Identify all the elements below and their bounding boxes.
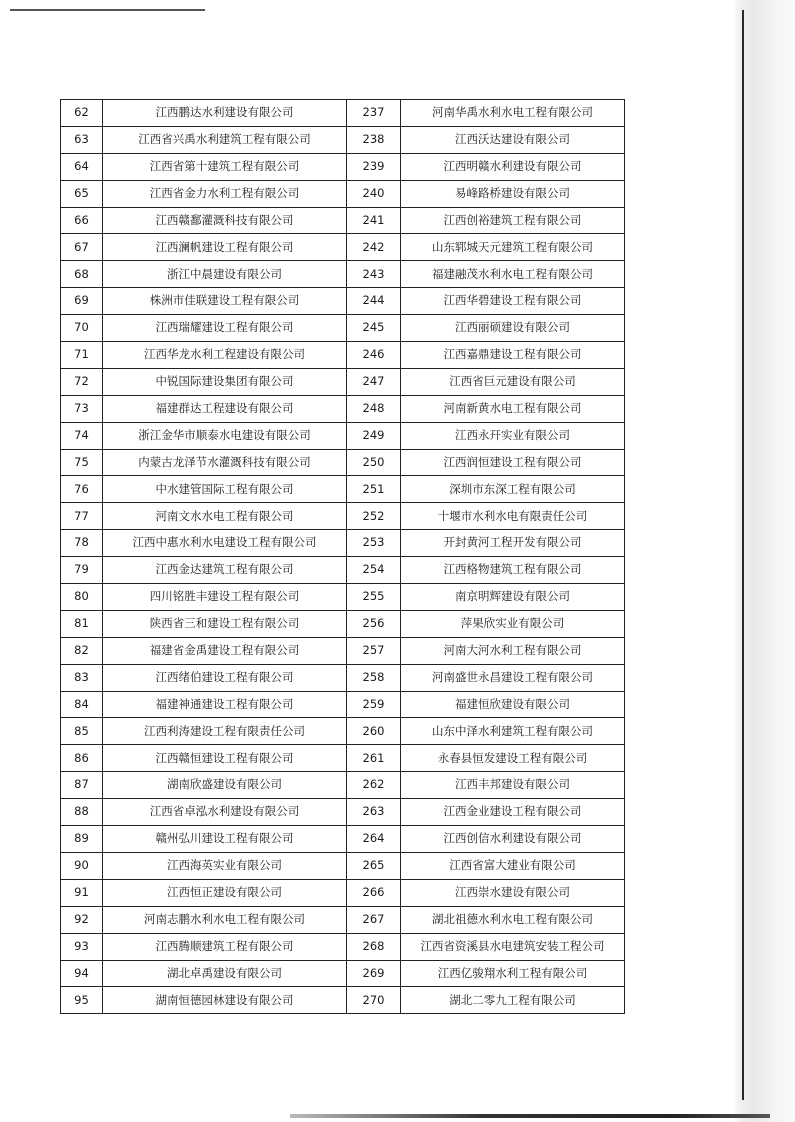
- row-number-right: 270: [347, 987, 401, 1014]
- company-name-right: 江西丽硕建设有限公司: [401, 315, 625, 342]
- table-row: [61, 153, 625, 180]
- company-name-right: 湖北祖德水利水电工程有限公司: [401, 906, 625, 933]
- company-name-left: 江西赣鄱灌溉科技有限公司: [103, 207, 347, 234]
- company-name-left: 福建神通建设工程有限公司: [103, 691, 347, 718]
- row-number-left: 93: [61, 933, 103, 960]
- table-row: [61, 826, 625, 853]
- row-number-right: 269: [347, 960, 401, 987]
- company-name-left: 湖南恒德园林建设有限公司: [103, 987, 347, 1014]
- company-name-right: 福建恒欣建设有限公司: [401, 691, 625, 718]
- row-number-left: 77: [61, 503, 103, 530]
- company-name-right: 永春县恒发建设工程有限公司: [401, 745, 625, 772]
- row-number-right: 257: [347, 637, 401, 664]
- company-name-left: 江西澜帆建设工程有限公司: [103, 234, 347, 261]
- row-number-right: 250: [347, 449, 401, 476]
- company-name-left: 江西恒正建设有限公司: [103, 879, 347, 906]
- row-number-left: 65: [61, 180, 103, 207]
- table-row: [61, 395, 625, 422]
- company-name-left: 内蒙古龙泽节水灌溉科技有限公司: [103, 449, 347, 476]
- company-name-right: 江西崇水建设有限公司: [401, 879, 625, 906]
- company-name-right: 江西创裕建筑工程有限公司: [401, 207, 625, 234]
- scan-border-bottom: [290, 1114, 770, 1118]
- company-name-right: 山东郓城天元建筑工程有限公司: [401, 234, 625, 261]
- company-name-right: 江西丰邦建设有限公司: [401, 772, 625, 799]
- company-name-right: 十堰市水利水电有限责任公司: [401, 503, 625, 530]
- company-name-right: 江西省巨元建设有限公司: [401, 368, 625, 395]
- row-number-right: 254: [347, 557, 401, 584]
- row-number-right: 247: [347, 368, 401, 395]
- table-row: [61, 180, 625, 207]
- company-name-right: 山东中泽水利建筑工程有限公司: [401, 718, 625, 745]
- table-row: [61, 691, 625, 718]
- table-row: [61, 422, 625, 449]
- row-number-right: 264: [347, 826, 401, 853]
- table-row: [61, 610, 625, 637]
- company-name-right: 江西格物建筑工程有限公司: [401, 557, 625, 584]
- table-row: [61, 637, 625, 664]
- table-row: [61, 503, 625, 530]
- table-row: [61, 100, 625, 127]
- company-name-left: 四川铭胜丰建设工程有限公司: [103, 584, 347, 611]
- table-row: [61, 772, 625, 799]
- company-name-right: 江西永幵实业有限公司: [401, 422, 625, 449]
- row-number-left: 63: [61, 126, 103, 153]
- company-name-right: 萍果欣实业有限公司: [401, 610, 625, 637]
- row-number-right: 260: [347, 718, 401, 745]
- row-number-left: 73: [61, 395, 103, 422]
- row-number-right: 262: [347, 772, 401, 799]
- row-number-right: 265: [347, 852, 401, 879]
- company-name-left: 湖北卓禹建设有限公司: [103, 960, 347, 987]
- company-name-left: 江西省兴禹水利建筑工程有限公司: [103, 126, 347, 153]
- company-name-left: 河南志鹏水利水电工程有限公司: [103, 906, 347, 933]
- company-name-left: 中水建管国际工程有限公司: [103, 476, 347, 503]
- company-name-right: 河南新黄水电工程有限公司: [401, 395, 625, 422]
- company-name-left: 赣州弘川建设工程有限公司: [103, 826, 347, 853]
- company-name-left: 江西金达建筑工程有限公司: [103, 557, 347, 584]
- table-row: [61, 879, 625, 906]
- table-row: [61, 718, 625, 745]
- company-name-right: 江西润恒建设工程有限公司: [401, 449, 625, 476]
- table-row: [61, 207, 625, 234]
- row-number-left: 76: [61, 476, 103, 503]
- table-row: [61, 799, 625, 826]
- row-number-left: 71: [61, 342, 103, 369]
- row-number-right: 261: [347, 745, 401, 772]
- row-number-right: 249: [347, 422, 401, 449]
- company-name-right: 江西创信水利建设有限公司: [401, 826, 625, 853]
- row-number-left: 70: [61, 315, 103, 342]
- table-row: [61, 315, 625, 342]
- row-number-right: 245: [347, 315, 401, 342]
- row-number-right: 240: [347, 180, 401, 207]
- table-row: [61, 664, 625, 691]
- row-number-left: 68: [61, 261, 103, 288]
- company-name-right: 江西沃达建设有限公司: [401, 126, 625, 153]
- row-number-right: 268: [347, 933, 401, 960]
- row-number-right: 256: [347, 610, 401, 637]
- row-number-left: 83: [61, 664, 103, 691]
- table-row: [61, 368, 625, 395]
- row-number-left: 94: [61, 960, 103, 987]
- row-number-right: 243: [347, 261, 401, 288]
- table-row: [61, 557, 625, 584]
- company-name-left: 株洲市佳联建设工程有限公司: [103, 288, 347, 315]
- company-name-left: 中锐国际建设集团有限公司: [103, 368, 347, 395]
- table-row: [61, 987, 625, 1014]
- table-row: [61, 960, 625, 987]
- company-name-left: 福建省金禹建设工程有限公司: [103, 637, 347, 664]
- table-row: [61, 342, 625, 369]
- company-name-left: 江西海英实业有限公司: [103, 852, 347, 879]
- company-name-left: 江西鹏达水利建设有限公司: [103, 100, 347, 127]
- table-row: [61, 234, 625, 261]
- row-number-left: 91: [61, 879, 103, 906]
- company-name-left: 江西瑞耀建设工程有限公司: [103, 315, 347, 342]
- company-name-left: 江西绪伯建设工程有限公司: [103, 664, 347, 691]
- table-row: [61, 288, 625, 315]
- table-row: [61, 261, 625, 288]
- company-name-left: 江西中惠水利水电建设工程有限公司: [103, 530, 347, 557]
- company-name-right: 江西嘉鼎建设工程有限公司: [401, 342, 625, 369]
- row-number-left: 88: [61, 799, 103, 826]
- row-number-left: 95: [61, 987, 103, 1014]
- scan-edge-right: [734, 0, 795, 1122]
- row-number-left: 81: [61, 610, 103, 637]
- row-number-left: 62: [61, 100, 103, 127]
- company-name-left: 江西省第十建筑工程有限公司: [103, 153, 347, 180]
- company-name-right: 江西省资溪县水电建筑安装工程公司: [401, 933, 625, 960]
- row-number-right: 238: [347, 126, 401, 153]
- table-row: [61, 476, 625, 503]
- table-row: [61, 449, 625, 476]
- company-name-right: 南京明辉建设有限公司: [401, 584, 625, 611]
- row-number-left: 69: [61, 288, 103, 315]
- company-name-right: 河南华禹水利水电工程有限公司: [401, 100, 625, 127]
- company-name-right: 江西华碧建设工程有限公司: [401, 288, 625, 315]
- row-number-left: 86: [61, 745, 103, 772]
- company-name-right: 江西亿骏翔水利工程有限公司: [401, 960, 625, 987]
- company-list-table: [60, 99, 625, 1014]
- company-name-left: 浙江中晨建设有限公司: [103, 261, 347, 288]
- row-number-left: 72: [61, 368, 103, 395]
- row-number-left: 75: [61, 449, 103, 476]
- row-number-right: 259: [347, 691, 401, 718]
- row-number-left: 85: [61, 718, 103, 745]
- row-number-right: 263: [347, 799, 401, 826]
- company-name-left: 湖南欣盛建设有限公司: [103, 772, 347, 799]
- row-number-right: 244: [347, 288, 401, 315]
- company-name-left: 江西省金力水利工程有限公司: [103, 180, 347, 207]
- row-number-left: 67: [61, 234, 103, 261]
- row-number-right: 253: [347, 530, 401, 557]
- table-row: [61, 126, 625, 153]
- company-name-right: 江西省富大建业有限公司: [401, 852, 625, 879]
- table-row: [61, 530, 625, 557]
- row-number-left: 78: [61, 530, 103, 557]
- row-number-left: 84: [61, 691, 103, 718]
- row-number-left: 74: [61, 422, 103, 449]
- row-number-right: 267: [347, 906, 401, 933]
- company-name-left: 江西赣恒建设工程有限公司: [103, 745, 347, 772]
- company-name-left: 浙江金华市顺泰水电建设有限公司: [103, 422, 347, 449]
- row-number-right: 252: [347, 503, 401, 530]
- row-number-left: 82: [61, 637, 103, 664]
- row-number-left: 64: [61, 153, 103, 180]
- row-number-left: 89: [61, 826, 103, 853]
- company-name-right: 江西金业建设工程有限公司: [401, 799, 625, 826]
- company-name-right: 湖北二零九工程有限公司: [401, 987, 625, 1014]
- table-row: [61, 906, 625, 933]
- row-number-right: 255: [347, 584, 401, 611]
- table-row: [61, 933, 625, 960]
- row-number-left: 87: [61, 772, 103, 799]
- row-number-right: 251: [347, 476, 401, 503]
- row-number-left: 66: [61, 207, 103, 234]
- company-name-right: 易峰路桥建设有限公司: [401, 180, 625, 207]
- row-number-right: 266: [347, 879, 401, 906]
- company-name-left: 江西腾顺建筑工程有限公司: [103, 933, 347, 960]
- company-name-right: 深圳市东深工程有限公司: [401, 476, 625, 503]
- row-number-right: 246: [347, 342, 401, 369]
- table-row: [61, 852, 625, 879]
- row-number-right: 258: [347, 664, 401, 691]
- company-name-right: 福建融茂水利水电工程有限公司: [401, 261, 625, 288]
- company-name-left: 河南文水水电工程有限公司: [103, 503, 347, 530]
- row-number-right: 237: [347, 100, 401, 127]
- row-number-right: 248: [347, 395, 401, 422]
- scan-border-top: [10, 9, 205, 11]
- company-name-right: 江西明赣水利建设有限公司: [401, 153, 625, 180]
- row-number-left: 79: [61, 557, 103, 584]
- row-number-right: 241: [347, 207, 401, 234]
- company-name-left: 福建群达工程建设有限公司: [103, 395, 347, 422]
- company-name-right: 河南大河水利工程有限公司: [401, 637, 625, 664]
- row-number-left: 92: [61, 906, 103, 933]
- row-number-right: 242: [347, 234, 401, 261]
- company-name-left: 江西利涛建设工程有限责任公司: [103, 718, 347, 745]
- company-name-left: 陕西省三和建设工程有限公司: [103, 610, 347, 637]
- row-number-left: 80: [61, 584, 103, 611]
- table-row: [61, 745, 625, 772]
- company-name-right: 开封黄河工程开发有限公司: [401, 530, 625, 557]
- table-body: [61, 100, 625, 1014]
- scan-border-right: [742, 10, 744, 1100]
- row-number-left: 90: [61, 852, 103, 879]
- table-row: [61, 584, 625, 611]
- company-name-left: 江西省卓泓水利建设有限公司: [103, 799, 347, 826]
- company-name-left: 江西华龙水利工程建设有限公司: [103, 342, 347, 369]
- company-name-right: 河南盛世永昌建设工程有限公司: [401, 664, 625, 691]
- row-number-right: 239: [347, 153, 401, 180]
